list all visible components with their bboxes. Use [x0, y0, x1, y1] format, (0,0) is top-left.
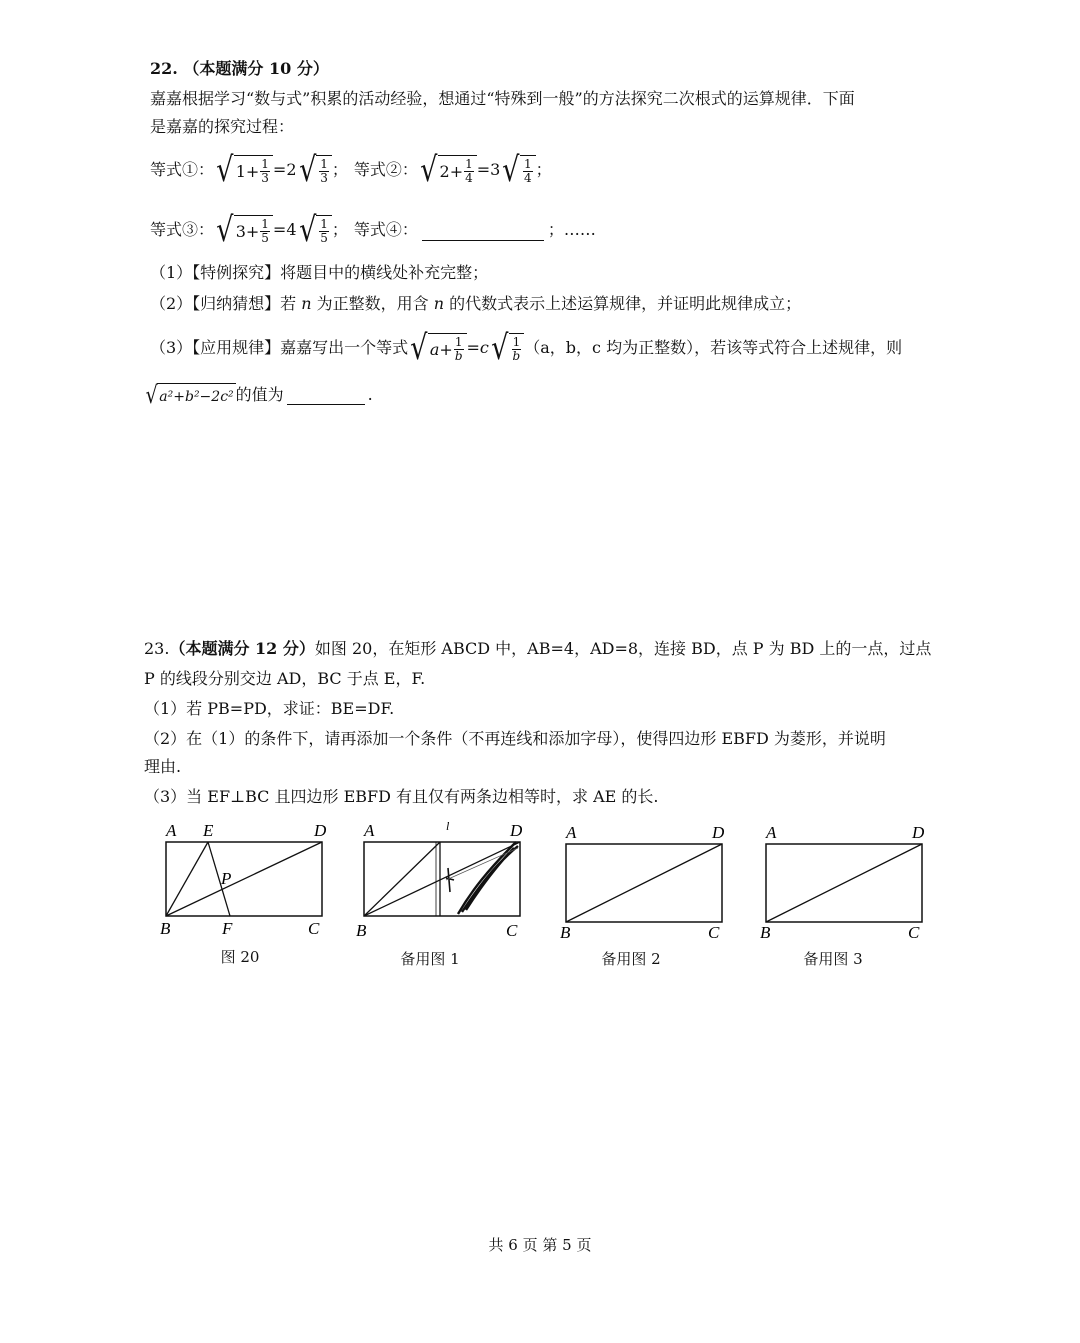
spare3-caption: 备用图 3: [803, 950, 863, 968]
eq2-left-radical: √ 2+ $\frac{1}{4}$: [418, 153, 477, 187]
eq2-den: 4: [465, 171, 473, 185]
q22-part2-n1: n: [301, 294, 312, 313]
eq3-int: 3+: [235, 221, 260, 241]
fig20-label-c: C: [308, 919, 320, 938]
q22-number: 22.: [150, 59, 178, 78]
q22-part3-line2: [144, 380, 373, 410]
q22-intro-line1: 嘉嘉根据学习“数与式”积累的活动经验，想通过“特殊到一般”的方法探究二次根式的运算规律．下面: [150, 89, 855, 108]
eq2-label: 等式②：: [353, 160, 418, 179]
p3-num: 1: [454, 335, 463, 349]
p3-den: b: [454, 349, 463, 363]
q22-equations-row1: [150, 150, 552, 190]
spare2-label-b: B: [560, 923, 571, 942]
figure-20: [150, 818, 340, 948]
spare1-caption: 备用图 1: [400, 950, 460, 968]
eq1-rden: 3: [320, 171, 328, 185]
spare1-label-a: A: [364, 821, 375, 840]
eq2-end: ；: [535, 160, 552, 179]
q22-part3: [150, 326, 902, 370]
eq1-num: 1: [261, 157, 269, 171]
p3-right-fraction: [512, 336, 522, 363]
eq2-equals: =3: [476, 160, 501, 179]
eq4-answer-blank[interactable]: [422, 220, 544, 241]
q23-part2-line1: （2）在（1）的条件下，请再添加一个条件（不再连线和添加字母），使得四边形 EBFD 为菱形，并说明: [144, 729, 886, 748]
spare1-faint-line: [446, 848, 518, 880]
fig20-diagonal-bd: [166, 842, 322, 916]
eq1-fraction: [260, 158, 270, 185]
q23-line1: [144, 638, 931, 660]
spare1-scribble: [458, 842, 518, 914]
eq1-rnum: 1: [320, 157, 328, 171]
spare3-diagonal-bd: [766, 844, 922, 922]
p3-left-radical: √ a+ $\frac{1}{b}$: [408, 331, 466, 365]
q23-part1: （1）若 PB=PD，求证：BE=DF.: [144, 699, 395, 718]
spare3-label-b: B: [760, 923, 771, 942]
eq3-fraction: [260, 218, 270, 245]
eq3-label: 等式③：: [150, 220, 215, 239]
eq3-end: ；: [331, 220, 348, 239]
spare3-label-d: D: [912, 823, 925, 842]
spare1-label-b: B: [356, 921, 367, 940]
eq3-equals: =4: [272, 220, 297, 239]
spare-figure-3-svg: [752, 818, 942, 948]
eq3-rnum: 1: [320, 217, 328, 231]
p3-equals: =c: [466, 338, 489, 357]
page-footer: 共 6 页 第 5 页: [488, 1236, 592, 1254]
q22-part2-b: 为正整数，用含: [311, 294, 434, 313]
fig20-label-d: D: [314, 821, 327, 840]
eq3-den: 5: [261, 231, 269, 245]
eq1-left-radical: √ 1+ $\frac{1}{3}$: [214, 153, 273, 187]
spare2-label-a: A: [566, 823, 577, 842]
q22-part2: [150, 293, 801, 315]
eq2-fraction: [464, 158, 474, 185]
spare3-label-a: A: [766, 823, 777, 842]
spare-figure-2: [552, 818, 742, 948]
q22-part3-a: （3）【应用规律】嘉嘉写出一个等式: [150, 338, 409, 357]
q22-part2-n2: n: [433, 294, 445, 313]
q22-part3-end: .: [367, 385, 373, 404]
p3-expression-radical: √ a²+b²−2c²: [145, 381, 234, 409]
q22-part2-a: （2）【归纳猜想】若: [150, 294, 302, 313]
eq1-den: 3: [261, 171, 269, 185]
q22-header: [150, 58, 329, 80]
eq1-right-radical: √ $\frac{1}{3}$: [297, 153, 332, 187]
eq1-equals: =2: [272, 160, 297, 179]
spare-figure-2-svg: [552, 818, 742, 948]
eq3-num: 1: [261, 217, 269, 231]
p3-rnum: 1: [512, 335, 521, 349]
fig20-label-e: E: [203, 821, 214, 840]
eq2-rnum: 1: [524, 157, 532, 171]
p3-rden: b: [512, 349, 521, 363]
fig20-label-p: P: [221, 869, 232, 888]
eq3-left-radical: √ 3+ $\frac{1}{5}$: [214, 213, 273, 247]
spare1-diagonal-bd: [364, 842, 520, 916]
q22-part3-b: （a，b，c 均为正整数），若该等式符合上述规律，则: [524, 338, 903, 357]
q23-part3: （3）当 EF⊥BC 且四边形 EBFD 有且仅有两条边相等时，求 AE 的长.: [144, 787, 659, 806]
q22-part2-c: 的代数式表示上述运算规律，并证明此规律成立；: [444, 294, 802, 313]
eq3-rden: 5: [320, 231, 328, 245]
q23-line2: P 的线段分别交边 AD，BC 于点 E，F.: [144, 669, 426, 688]
q23-number: 23.: [144, 639, 170, 658]
p3-rad-a: a+: [429, 339, 453, 359]
spare-figure-1-svg: [350, 818, 540, 948]
spare1-label-c: C: [506, 921, 518, 940]
q22-score: （本题满分 10 分）: [183, 59, 329, 78]
q22-part1: （1）【特例探究】将题目中的横线处补充完整；: [150, 263, 489, 282]
fig20-caption: 图 20: [220, 948, 260, 966]
spare1-label-mark: l: [446, 819, 450, 833]
eq4-label: 等式④：: [353, 220, 418, 239]
spare1-label-d: D: [510, 821, 523, 840]
q23-part2-line2: 理由.: [144, 757, 182, 776]
spare1-pencil-mark: [446, 868, 454, 892]
spare-figure-1: [350, 818, 540, 948]
spare2-label-d: D: [712, 823, 725, 842]
eq3-right-radical: √ $\frac{1}{5}$: [297, 213, 332, 247]
q22-equations-row2: [150, 210, 596, 250]
eq2-rden: 4: [524, 171, 532, 185]
eq1-label: 等式①：: [150, 160, 215, 179]
eq3-right-fraction: [319, 218, 329, 245]
q23-text-line1: 如图 20，在矩形 ABCD 中，AB=4，AD=8，连接 BD，点 P 为 BD 上的一点，过点: [314, 639, 932, 658]
eq2-right-radical: √ $\frac{1}{4}$: [500, 153, 535, 187]
eq1-end: ；: [331, 160, 348, 179]
spare3-label-c: C: [908, 923, 920, 942]
spare2-diagonal-bd: [566, 844, 722, 922]
fig20-segment-be: [166, 842, 208, 916]
fig20-label-a: A: [166, 821, 177, 840]
spare1-segment-be: [364, 842, 440, 916]
q22-intro-line2: 是嘉嘉的探究过程：: [150, 117, 295, 136]
p3-expression: a²+b²−2c²: [157, 383, 235, 408]
spare2-label-c: C: [708, 923, 720, 942]
q23-score: （本题满分 12 分）: [169, 639, 315, 658]
eq2-num: 1: [465, 157, 473, 171]
eq1-right-fraction: [319, 158, 329, 185]
eq2-int: 2+: [439, 161, 464, 181]
q22-part3-c: 的值为: [235, 385, 284, 404]
p3-fraction: [454, 336, 464, 363]
p3-right-radical: √ $\frac{1}{b}$: [489, 331, 524, 365]
fig20-label-b: B: [160, 919, 171, 938]
eq1-int: 1+: [235, 161, 260, 181]
p3-answer-blank[interactable]: [287, 386, 365, 405]
eq4-tail: ；……: [547, 220, 596, 239]
spare2-caption: 备用图 2: [601, 950, 661, 968]
fig20-label-f: F: [222, 919, 233, 938]
eq2-right-fraction: [523, 158, 533, 185]
figure-20-svg: [150, 818, 340, 948]
spare-figure-3: [752, 818, 942, 948]
